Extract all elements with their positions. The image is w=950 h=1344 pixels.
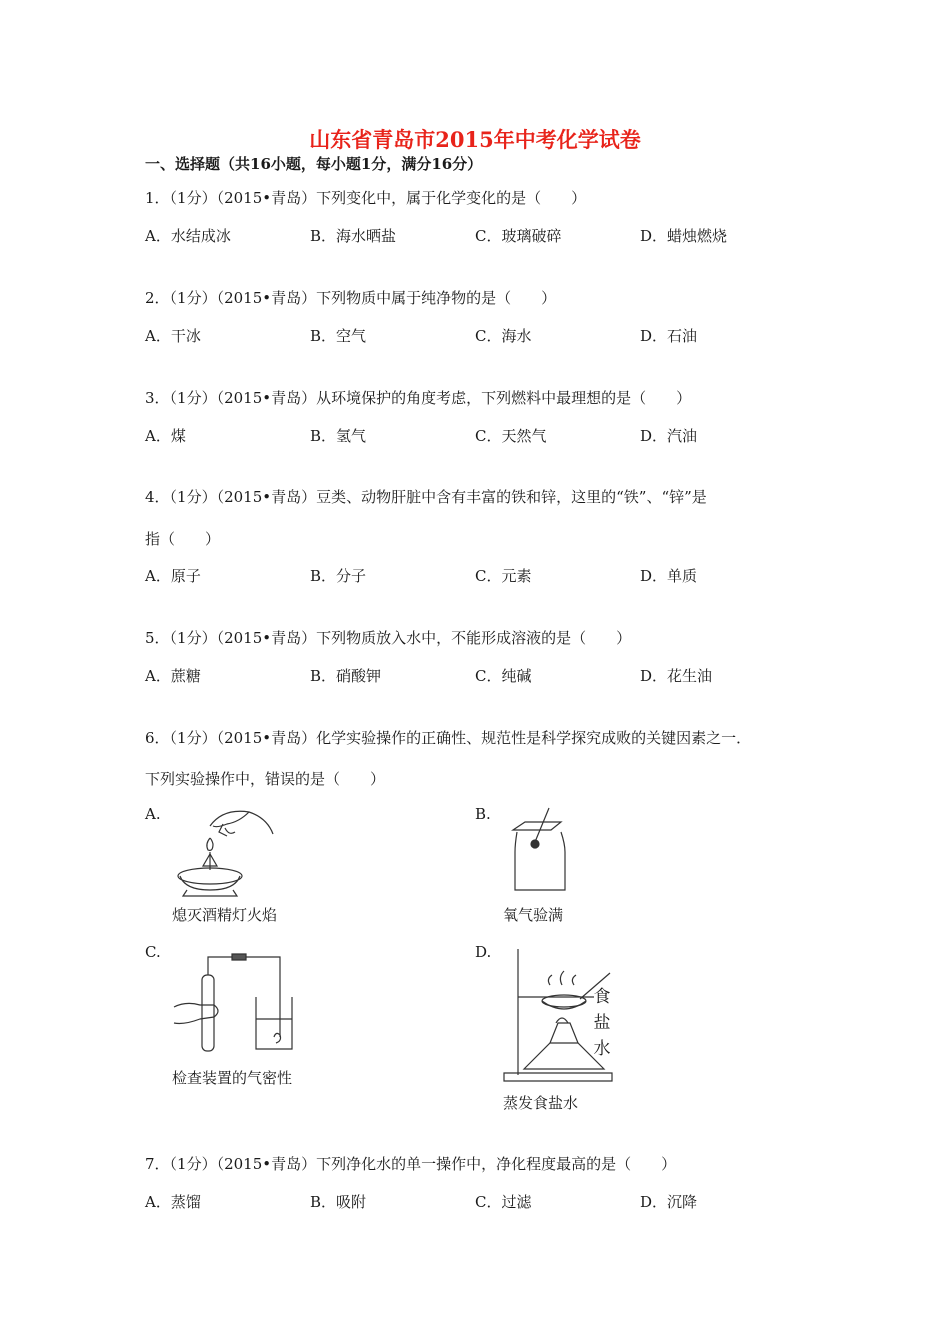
option-c: C．过滤 — [475, 1193, 532, 1211]
image-option-c-label: C. — [145, 943, 161, 961]
figure-text-shi: 食 — [593, 987, 611, 1007]
airtightness-check-icon — [170, 945, 300, 1055]
option-a: A．煤 — [145, 427, 186, 445]
option-b: B．空气 — [310, 327, 367, 345]
option-c: C．海水 — [475, 327, 532, 345]
question-2-options — [145, 325, 825, 347]
exam-title: 山东省青岛市2015年中考化学试卷 — [309, 127, 641, 152]
option-b: B．分子 — [310, 567, 367, 585]
alcohol-lamp-extinguish-icon — [165, 798, 285, 898]
option-d: D．汽油 — [640, 427, 698, 445]
image-option-b-caption: 氧气验满 — [503, 906, 564, 924]
option-d: D．单质 — [640, 567, 698, 585]
question-4-options — [145, 565, 825, 587]
image-option-d-caption: 蒸发食盐水 — [503, 1094, 579, 1112]
option-b: B．海水晒盐 — [310, 227, 397, 245]
question-7-options — [145, 1191, 825, 1213]
option-d: D．蜡烛燃烧 — [640, 227, 728, 245]
image-option-a-caption: 熄灭酒精灯火焰 — [172, 906, 278, 924]
question-4-stem: 4．（1分）（2015•青岛）豆类、动物肝脏中含有丰富的铁和锌，这里的“铁”、“锌”是 — [145, 488, 707, 506]
question-4-stem-continued: 指（ ） — [145, 530, 221, 548]
option-b: B．硝酸钾 — [310, 667, 382, 685]
option-a: A．水结成冰 — [145, 227, 231, 245]
question-1-stem: 1．（1分）（2015•青岛）下列变化中，属于化学变化的是（ ） — [145, 189, 587, 207]
option-d: D．沉降 — [640, 1193, 698, 1211]
question-5-options — [145, 665, 825, 687]
option-c: C．纯碱 — [475, 667, 532, 685]
image-option-c-caption: 检查装置的气密性 — [172, 1069, 293, 1087]
question-3-stem: 3．（1分）（2015•青岛）从环境保护的角度考虑，下列燃料中最理想的是（ ） — [145, 389, 692, 407]
image-option-d-label: D. — [475, 943, 492, 961]
oxygen-jar-test-icon — [505, 800, 575, 895]
option-a: A．蔗糖 — [145, 667, 201, 685]
question-6-stem-continued: 下列实验操作中，错误的是（ ） — [145, 770, 386, 788]
question-1-options — [145, 225, 825, 247]
image-option-a-label: A. — [145, 805, 161, 823]
option-b: B．吸附 — [310, 1193, 367, 1211]
option-c: C．玻璃破碎 — [475, 227, 562, 245]
question-2-stem: 2．（1分）（2015•青岛）下列物质中属于纯净物的是（ ） — [145, 289, 557, 307]
option-d: D．石油 — [640, 327, 698, 345]
option-d: D．花生油 — [640, 667, 713, 685]
question-3-options — [145, 425, 825, 447]
question-5-stem: 5．（1分）（2015•青岛）下列物质放入水中，不能形成溶液的是（ ） — [145, 629, 632, 647]
image-option-b-label: B. — [475, 805, 491, 823]
option-b: B．氢气 — [310, 427, 367, 445]
section-heading: 一、选择题（共16小题，每小题1分，满分16分） — [145, 155, 483, 173]
option-a: A．原子 — [145, 567, 201, 585]
option-c: C．天然气 — [475, 427, 547, 445]
question-6-stem: 6．（1分）（2015•青岛）化学实验操作的正确性、规范性是科学探究成败的关键因素之一． — [145, 729, 752, 747]
figure-text-shui: 水 — [593, 1039, 611, 1059]
option-c: C．元素 — [475, 567, 532, 585]
figure-text-yan: 盐 — [593, 1013, 611, 1033]
option-a: A．干冰 — [145, 327, 201, 345]
question-7-stem: 7．（1分）（2015•青岛）下列净化水的单一操作中，净化程度最高的是（ ） — [145, 1155, 677, 1173]
option-a: A．蒸馏 — [145, 1193, 201, 1211]
